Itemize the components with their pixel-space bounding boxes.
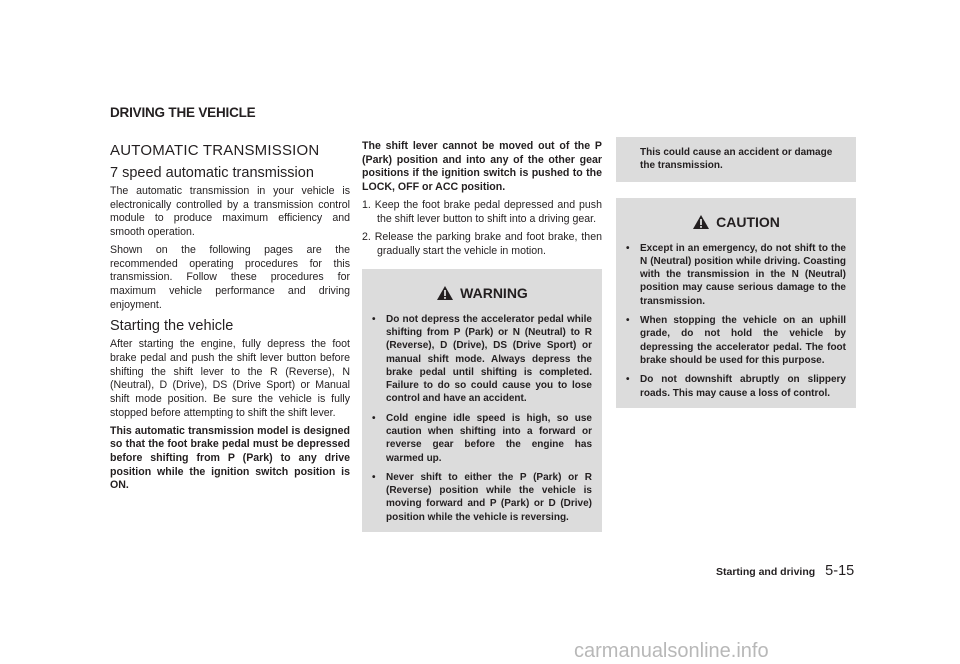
warning-box [362, 269, 602, 532]
section-header: DRIVING THE VEHICLE [110, 105, 256, 120]
column-1 [110, 140, 350, 497]
warning-item [372, 412, 592, 465]
paragraph-bold: This automatic transmission model is designed so that the foot brake pedal must be depressed before shifting from P (Park) to any drive position while the ignition switch position is ON. [110, 424, 350, 492]
caution-item [626, 242, 846, 308]
caution-title-text: CAUTION [716, 213, 780, 230]
warning-triangle-icon [436, 285, 454, 301]
warning-title [372, 285, 592, 301]
bullet: • [626, 374, 630, 386]
caution-box [616, 198, 856, 408]
step-1: 1. Keep the foot brake pedal depressed and push the shift lever button to shift into a driving gear. [362, 198, 602, 225]
step-2: 2. Release the parking brake and foot brake, then gradually start the vehicle in motion. [362, 231, 602, 257]
warning-triangle-icon [692, 214, 710, 230]
paragraph: Shown on the following pages are the recommended operating procedures for this transmission. Follow these procedures for maximum vehicle performance and driving enjoyment. [110, 243, 350, 311]
watermark: carmanualsonline.info [574, 640, 769, 662]
warning-continued-text: This could cause an accident or damage the transmission. [640, 147, 833, 172]
bullet: • [626, 242, 630, 254]
caution-item-text: When stopping the vehicle on an uphill grade, do not hold the vehicle by depressing the accelerator pedal. The foot brake should be used for this purpose. [640, 315, 846, 366]
heading-7-speed: 7 speed automatic transmission [110, 165, 314, 181]
warning-item-text: Do not depress the accelerator pedal while shifting from P (Park) or N (Neutral) to R (Reverse), D (Drive), DS (Drive Sport) or manual shift mode. Always depress the brake pedal until shifting is completed. Failure to do so could cause you to lose control and have an accident. [386, 313, 592, 405]
heading-automatic-transmission: AUTOMATIC TRANSMISSION [110, 142, 320, 159]
warning-item-text: Cold engine idle speed is high, so use caution when shifting into a forward or reverse gear before the engine has warmed up. [386, 412, 592, 464]
caution-title [626, 214, 846, 230]
warning-title-text: WARNING [460, 284, 528, 301]
column-2 [362, 140, 602, 532]
bullet: • [372, 412, 376, 424]
bullet: • [372, 471, 376, 483]
warning-item-text: Never shift to either the P (Park) or R (Reverse) position while the vehicle is moving forward and P (Park) or D (Drive) position while the vehicle is reversing. [386, 471, 592, 523]
bullet: • [626, 315, 630, 327]
caution-item-text: Do not downshift abruptly on slippery roads. This may cause a loss of control. [640, 374, 846, 399]
footer-section: Starting and driving [716, 566, 816, 578]
column-3 [616, 137, 856, 408]
paragraph: After starting the engine, fully depress the foot brake pedal and push the shift lever button before shifting the shift lever to the R (Reverse), N (Neutral), D (Drive), DS (Drive Sport) or Manual shift mode position. Be sure the vehicle is fully stopped before attempting to shift the shift lever. [110, 338, 350, 419]
warning-item [372, 471, 592, 524]
paragraph-bold: The shift lever cannot be moved out of the P (Park) position and into any of the other gear positions if the ignition switch is pushed to the LOCK, OFF or ACC position. [362, 140, 602, 194]
caution-item [626, 314, 846, 367]
warning-continued-box [616, 137, 856, 182]
bullet: • [372, 313, 376, 325]
caution-item-text: Except in an emergency, do not shift to the N (Neutral) position while driving. Coasting with the transmission in the N (Neutral) position may cause serious damage to the transmission. [640, 242, 846, 307]
caution-item [626, 373, 846, 400]
page-footer [716, 563, 854, 579]
page-number: 5-15 [825, 563, 855, 579]
paragraph: The automatic transmission in your vehicle is electronically controlled by a transmission control module to produce maximum efficiency and smooth operation. [110, 185, 350, 239]
heading-starting-vehicle: Starting the vehicle [110, 318, 234, 335]
warning-item [372, 313, 592, 406]
